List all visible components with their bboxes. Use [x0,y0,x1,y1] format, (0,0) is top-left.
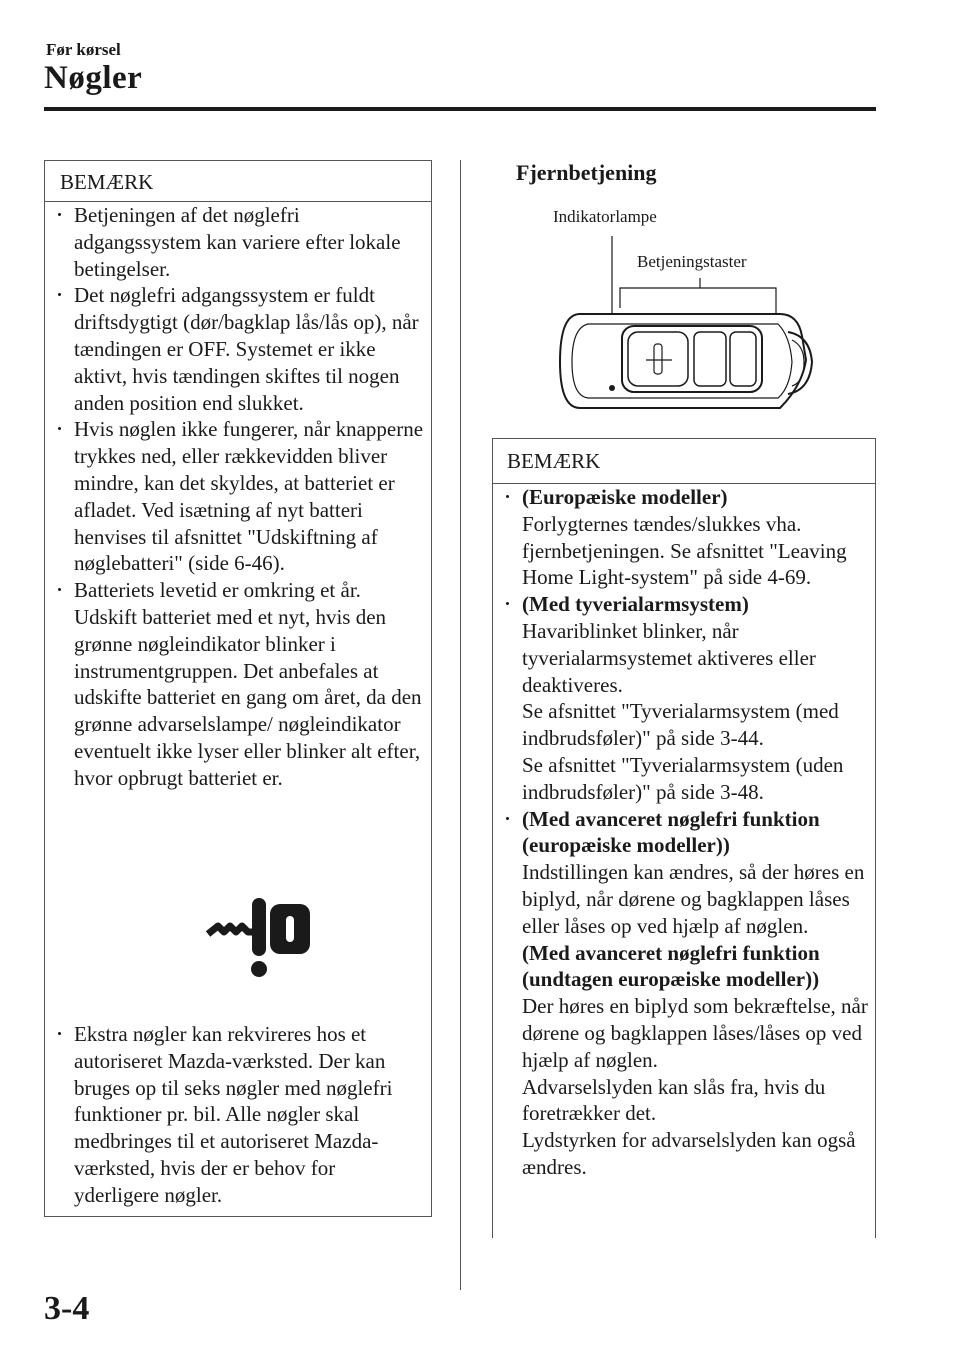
right-note-list [492,484,872,1181]
figure-heading: Fjernbetjening [516,160,657,185]
section-label: Før kørsel [46,40,121,59]
remote-key-illustration [540,236,820,416]
title-rule [44,107,876,111]
note-bullet-list [44,202,424,792]
list-item: (Med avanceret nøglefri funktion (europæiske modeller)) Indstillingen kan ændres, så der høres en biplyd, når dørene og bagklappen låses eller låses op ved hjælp af nøglen. (Med avanceret nøglefri funktion (undtagen europæiske modeller)) Der høres en biplyd som bekræftelse, når dørene og bagklappen låses/låses op ved hjælp af nøglen. Advarselslyden kan slås fra, hvis du foretrækker det. Lydstyrken for advarselslyden kan også ændres. [492,806,872,1181]
list-item: Betjeningen af det nøglefri adgangssystem kan variere efter lokale betingelser. [44,202,424,282]
page-title: Nøgler [44,60,143,96]
list-item: (Med tyverialarmsystem) Havariblinket blinker, når tyverialarmsystemet aktiveres eller deaktiveres. Se afsnittet "Tyverialarmsystem (med indbrudsføler)" på side 3-44. Se afsnittet "Tyverialarmsystem (uden indbrudsføler)" på side 3-48. [492,591,872,805]
buttons-label: Betjeningstaster [637,252,747,271]
indicator-label: Indikatorlampe [553,207,657,226]
list-item: (Europæiske modeller) Forlygternes tændes/slukkes vha. fjernbetjeningen. Se afsnittet "Leaving Home Light-system" på side 4-69. [492,484,872,591]
note-heading-right: BEMÆRK [493,439,875,484]
key-warning-icon [206,896,316,978]
page-number: 3-4 [44,1290,90,1327]
list-item: Batteriets levetid er omkring et år. Udskift batteriet med et nyt, hvis den grønne nøgleindikator blinker i instrumentgruppen. Det anbefales at udskifte batteriet en gang om året, da den grønne advarselslampe/ nøgleindikator eventuelt ikke lyser eller blinker alt efter, hvor opbrugt batteriet er. [44,577,424,791]
list-item: Det nøglefri adgangssystem er fuldt driftsdygtigt (dør/bagklap lås/lås op), når tændingen er OFF. Systemet er ikke aktivt, hvis tændingen skiftes til nogen anden position end slukket. [44,282,424,416]
list-item: Hvis nøglen ikke fungerer, når knapperne trykkes ned, eller rækkevidden bliver mindre, kan det skyldes, at batteriet er afladet. Ved isætning af nyt batteri henvises til afsnittet "Udskiftning af nøglebatteri" (side 6-46). [44,416,424,577]
note-bullet-list-lower [44,1021,424,1209]
note-heading: BEMÆRK [45,161,431,202]
list-item: Ekstra nøgler kan rekvireres hos et autoriseret Mazda-værksted. Der kan bruges op til seks nøgler med nøglefri funktioner pr. bil. Alle nøgler skal medbringes til et autoriseret Mazda-værksted, hvis der er behov for yderligere nøgler. [44,1021,424,1209]
column-divider [460,160,461,1290]
